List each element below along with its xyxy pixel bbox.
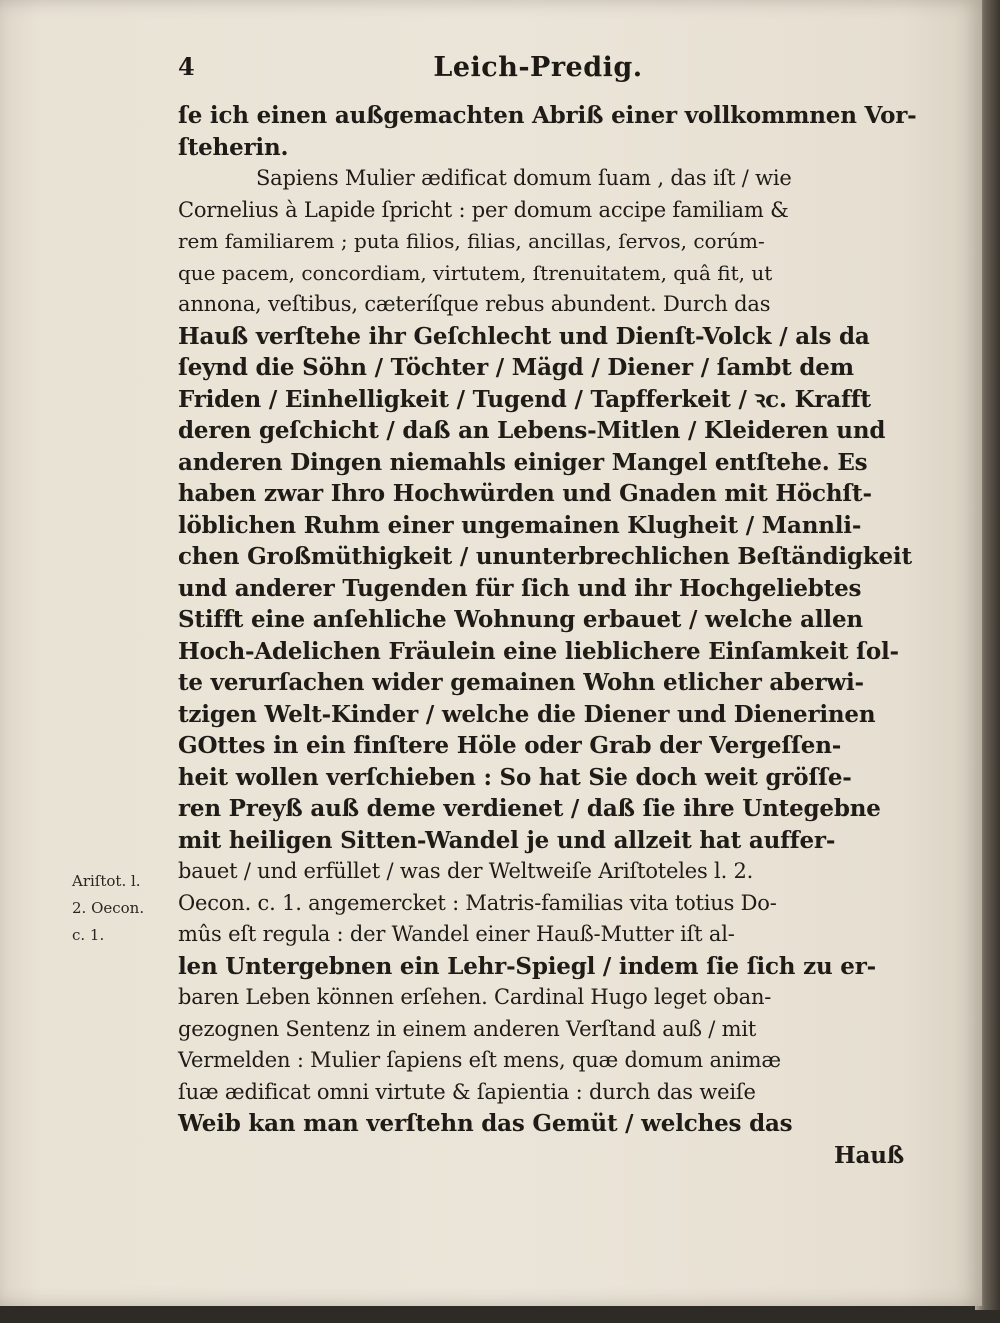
- text-line: GOttes in ein finſtere Höle oder Grab der Vergeſſen-: [178, 732, 842, 759]
- text-line: Friden / Einhelligkeit / Tugend / Tapfferkeit / ꝛc. Krafft: [178, 385, 871, 413]
- text-line: rem familiarem ; puta filios, filias, ancillas, ſervos, corúm-: [178, 229, 765, 253]
- text-line: mit heiligen Sitten-Wandel je und allzeit hat auffer-: [178, 826, 836, 854]
- text-line: Sapiens Mulier ædificat domum ſuam , das iſt / wie: [256, 166, 792, 190]
- text-line: len Untergebnen ein Lehr-Spiegl / indem ſie ſich zu er-: [178, 952, 876, 980]
- text-line: haben zwar Ihro Hochwürden und Gnaden mit Höchſt-: [178, 480, 872, 507]
- running-title: Leich-Predig.: [433, 52, 643, 83]
- text-line: Vermelden : Mulier ſapiens eſt mens, quæ domum animæ: [178, 1048, 781, 1072]
- text-line: tzigen Welt-Kinder / welche die Diener und Dienerinen: [178, 700, 876, 728]
- text-line: und anderer Tugenden für ſich und ihr Hochgeliebtes: [178, 574, 862, 602]
- margin-note-line: 2. Oecon.: [72, 899, 145, 917]
- text-line: deren geſchicht / daß an Lebens-Mitlen / Kleideren und: [178, 417, 886, 444]
- text-line: gezognen Sentenz in einem anderen Verſtand auß / mit: [178, 1016, 757, 1041]
- margin-note-line: c. 1.: [72, 926, 105, 944]
- text-line: chen Großmüthigkeit / ununterbrechlichen Beſtändigkeit: [178, 543, 912, 570]
- text-line: baren Leben können erſehen. Cardinal Hugo leget oban-: [178, 985, 772, 1009]
- text-line: que pacem, concordiam, virtutem, ſtrenuitatem, quâ fit, ut: [178, 260, 773, 285]
- text-line: ſuæ ædificat omni virtute & ſapientia : durch das weiſe: [178, 1079, 756, 1104]
- text-line: löblichen Ruhm einer ungemainen Klugheit / Mannli-: [178, 511, 862, 539]
- text-line: ren Preyß auß deme verdienet / daß ſie ihre Untegebne: [178, 795, 881, 822]
- text-line: heit wollen verſchieben : So hat Sie doch weit gröſſe-: [178, 763, 852, 791]
- catchword: Hauß: [833, 1141, 904, 1169]
- margin-note: [72, 868, 167, 949]
- text-line: ſteherin.: [178, 133, 289, 161]
- text-line: ſeynd die Söhn / Töchter / Mägd / Diener / ſambt dem: [178, 354, 854, 381]
- text-line: Stifft eine anſehliche Wohnung erbauet / welche allen: [178, 606, 863, 633]
- margin-note-line: Ariſtot. l.: [72, 872, 141, 890]
- text-line: te verurſachen wider gemainen Wohn etlicher aberwi-: [178, 669, 864, 696]
- text-line: anderen Dingen niemahls einiger Mangel entſtehe. Es: [178, 448, 868, 476]
- body-text: [178, 100, 917, 1171]
- text-line: mûs eſt regula : der Wandel einer Hauß-Mutter iſt al-: [178, 922, 735, 946]
- text-line: Weib kan man verſtehn das Gemüt / welches das: [178, 1110, 793, 1137]
- text-line: Hoch-Adelichen Fräulein eine lieblichere Einſamkeit ſol-: [178, 637, 899, 665]
- text-line: ſe ich einen außgemachten Abriß einer vollkommnen Vor-: [178, 102, 917, 129]
- text-line: bauet / und erfüllet / was der Weltweiſe Ariſtoteles l. 2.: [178, 859, 754, 883]
- page-number: 4: [178, 52, 195, 81]
- text-line: Oecon. c. 1. angemercket : Matris-familias vita totius Do-: [178, 890, 777, 915]
- text-line: Cornelius à Lapide ſpricht : per domum accipe familiam &: [178, 197, 789, 222]
- text-line: Hauß verſtehe ihr Geſchlecht und Dienſt-Volck / als da: [178, 322, 870, 350]
- page-header: [178, 52, 898, 92]
- text-line: annona, veſtibus, cæteríſque rebus abundent. Durch das: [178, 292, 771, 316]
